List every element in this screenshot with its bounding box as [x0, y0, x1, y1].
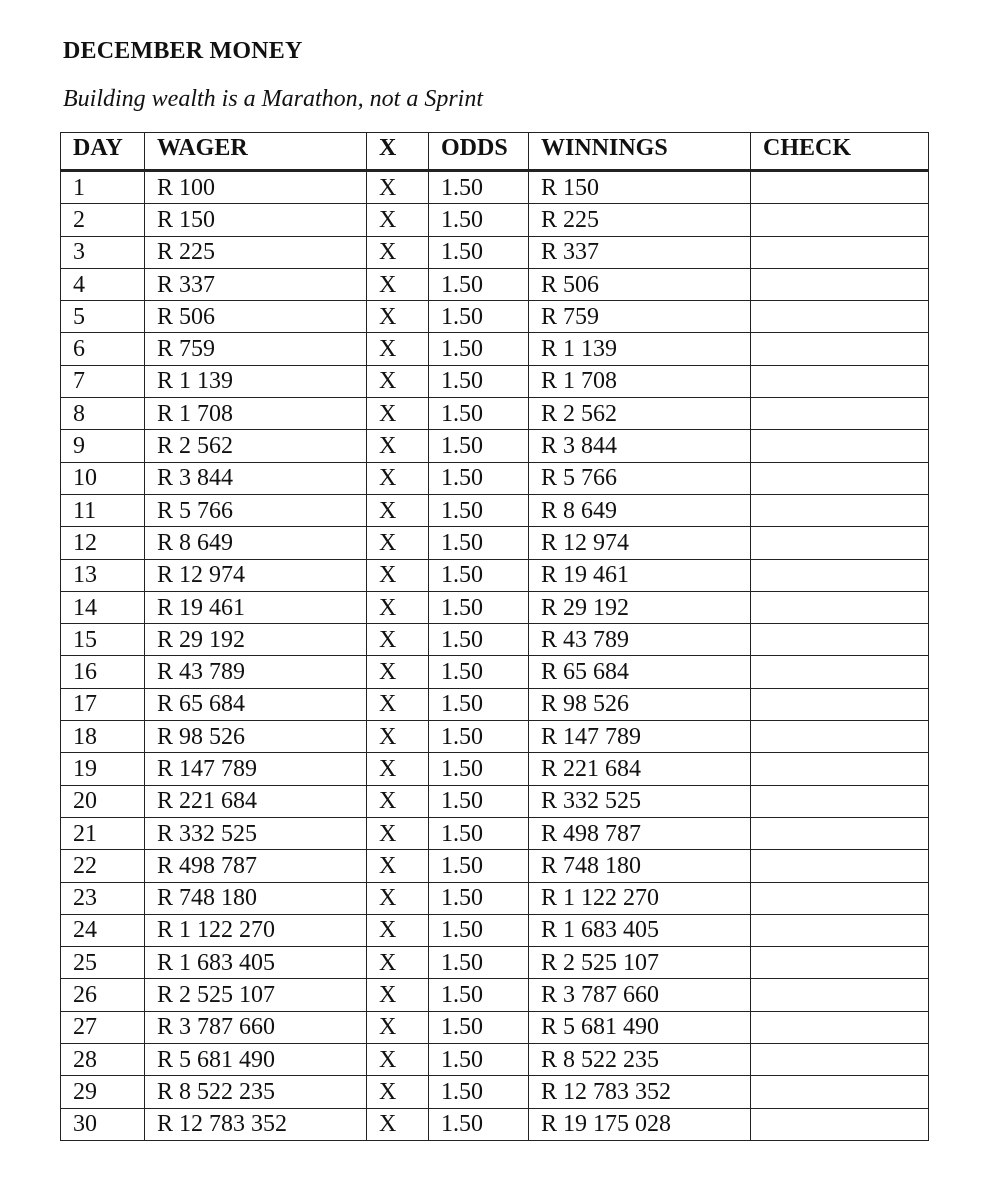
table-row: [61, 817, 929, 849]
cell-wager: R 225: [145, 236, 367, 268]
cell-check: [751, 398, 929, 430]
cell-day: 20: [61, 785, 145, 817]
table-row: [61, 947, 929, 979]
cell-multiply: X: [367, 1076, 429, 1108]
cell-wager: R 1 139: [145, 365, 367, 397]
cell-check: [751, 527, 929, 559]
cell-multiply: X: [367, 850, 429, 882]
cell-multiply: X: [367, 753, 429, 785]
cell-day: 28: [61, 1044, 145, 1076]
column-header-wager: WAGER: [145, 133, 367, 171]
cell-wager: R 5 766: [145, 494, 367, 526]
table-row: [61, 721, 929, 753]
cell-check: [751, 947, 929, 979]
cell-check: [751, 656, 929, 688]
cell-odds: 1.50: [429, 462, 529, 494]
cell-multiply: X: [367, 1011, 429, 1043]
cell-winnings: R 8 522 235: [529, 1044, 751, 1076]
cell-odds: 1.50: [429, 268, 529, 300]
cell-winnings: R 221 684: [529, 753, 751, 785]
cell-odds: 1.50: [429, 914, 529, 946]
cell-winnings: R 150: [529, 171, 751, 204]
cell-multiply: X: [367, 301, 429, 333]
table-row: [61, 656, 929, 688]
cell-winnings: R 3 844: [529, 430, 751, 462]
table-row: [61, 850, 929, 882]
cell-wager: R 12 974: [145, 559, 367, 591]
cell-day: 12: [61, 527, 145, 559]
cell-odds: 1.50: [429, 398, 529, 430]
cell-day: 3: [61, 236, 145, 268]
cell-check: [751, 1011, 929, 1043]
cell-multiply: X: [367, 494, 429, 526]
cell-multiply: X: [367, 656, 429, 688]
cell-wager: R 759: [145, 333, 367, 365]
cell-odds: 1.50: [429, 333, 529, 365]
cell-day: 21: [61, 817, 145, 849]
cell-check: [751, 979, 929, 1011]
cell-check: [751, 817, 929, 849]
table-row: [61, 398, 929, 430]
table-row: [61, 1044, 929, 1076]
cell-day: 1: [61, 171, 145, 204]
cell-odds: 1.50: [429, 721, 529, 753]
cell-odds: 1.50: [429, 494, 529, 526]
cell-day: 29: [61, 1076, 145, 1108]
cell-odds: 1.50: [429, 850, 529, 882]
cell-day: 30: [61, 1108, 145, 1140]
table-row: [61, 688, 929, 720]
cell-wager: R 8 522 235: [145, 1076, 367, 1108]
page-subtitle: Building wealth is a Marathon, not a Sprint: [63, 86, 484, 112]
cell-odds: 1.50: [429, 882, 529, 914]
cell-multiply: X: [367, 785, 429, 817]
cell-check: [751, 1076, 929, 1108]
cell-check: [751, 236, 929, 268]
cell-wager: R 98 526: [145, 721, 367, 753]
cell-check: [751, 559, 929, 591]
cell-day: 9: [61, 430, 145, 462]
column-header-x: X: [367, 133, 429, 171]
table-row: [61, 1011, 929, 1043]
cell-day: 2: [61, 204, 145, 236]
cell-multiply: X: [367, 204, 429, 236]
cell-check: [751, 753, 929, 785]
cell-wager: R 12 783 352: [145, 1108, 367, 1140]
table-row: [61, 333, 929, 365]
cell-wager: R 2 562: [145, 430, 367, 462]
cell-odds: 1.50: [429, 591, 529, 623]
cell-wager: R 506: [145, 301, 367, 333]
cell-odds: 1.50: [429, 785, 529, 817]
cell-day: 16: [61, 656, 145, 688]
cell-multiply: X: [367, 1108, 429, 1140]
cell-multiply: X: [367, 721, 429, 753]
cell-multiply: X: [367, 171, 429, 204]
cell-winnings: R 5 766: [529, 462, 751, 494]
cell-winnings: R 2 525 107: [529, 947, 751, 979]
cell-winnings: R 498 787: [529, 817, 751, 849]
cell-winnings: R 65 684: [529, 656, 751, 688]
cell-day: 6: [61, 333, 145, 365]
cell-winnings: R 337: [529, 236, 751, 268]
cell-winnings: R 147 789: [529, 721, 751, 753]
cell-check: [751, 850, 929, 882]
cell-odds: 1.50: [429, 1076, 529, 1108]
cell-wager: R 221 684: [145, 785, 367, 817]
cell-day: 7: [61, 365, 145, 397]
cell-winnings: R 5 681 490: [529, 1011, 751, 1043]
cell-multiply: X: [367, 430, 429, 462]
table-row: [61, 236, 929, 268]
cell-multiply: X: [367, 559, 429, 591]
cell-winnings: R 43 789: [529, 624, 751, 656]
table-body: [61, 171, 929, 1141]
cell-check: [751, 365, 929, 397]
cell-winnings: R 12 974: [529, 527, 751, 559]
table-row: [61, 301, 929, 333]
table-row: [61, 462, 929, 494]
table-row: [61, 365, 929, 397]
cell-winnings: R 2 562: [529, 398, 751, 430]
cell-winnings: R 748 180: [529, 850, 751, 882]
cell-wager: R 147 789: [145, 753, 367, 785]
table-header-row: [61, 133, 929, 171]
cell-winnings: R 98 526: [529, 688, 751, 720]
cell-winnings: R 225: [529, 204, 751, 236]
cell-day: 5: [61, 301, 145, 333]
cell-check: [751, 624, 929, 656]
cell-check: [751, 333, 929, 365]
cell-check: [751, 171, 929, 204]
cell-winnings: R 1 122 270: [529, 882, 751, 914]
cell-wager: R 65 684: [145, 688, 367, 720]
column-header-day: DAY: [61, 133, 145, 171]
cell-multiply: X: [367, 333, 429, 365]
table-row: [61, 624, 929, 656]
cell-wager: R 1 708: [145, 398, 367, 430]
cell-check: [751, 721, 929, 753]
cell-check: [751, 430, 929, 462]
cell-multiply: X: [367, 624, 429, 656]
cell-wager: R 100: [145, 171, 367, 204]
cell-day: 26: [61, 979, 145, 1011]
cell-wager: R 748 180: [145, 882, 367, 914]
table-row: [61, 882, 929, 914]
cell-odds: 1.50: [429, 204, 529, 236]
wager-table: [60, 132, 929, 1141]
cell-odds: 1.50: [429, 430, 529, 462]
table-row: [61, 204, 929, 236]
cell-wager: R 3 844: [145, 462, 367, 494]
column-header-winnings: WINNINGS: [529, 133, 751, 171]
cell-odds: 1.50: [429, 527, 529, 559]
table-row: [61, 171, 929, 204]
cell-check: [751, 494, 929, 526]
cell-odds: 1.50: [429, 1044, 529, 1076]
cell-day: 18: [61, 721, 145, 753]
cell-check: [751, 882, 929, 914]
cell-winnings: R 506: [529, 268, 751, 300]
cell-day: 27: [61, 1011, 145, 1043]
cell-check: [751, 591, 929, 623]
page-title: DECEMBER MONEY: [63, 38, 303, 64]
cell-check: [751, 914, 929, 946]
cell-winnings: R 1 708: [529, 365, 751, 397]
cell-odds: 1.50: [429, 236, 529, 268]
table-row: [61, 591, 929, 623]
cell-odds: 1.50: [429, 979, 529, 1011]
cell-odds: 1.50: [429, 817, 529, 849]
cell-check: [751, 1108, 929, 1140]
column-header-check: CHECK: [751, 133, 929, 171]
table-row: [61, 1076, 929, 1108]
cell-wager: R 19 461: [145, 591, 367, 623]
cell-multiply: X: [367, 236, 429, 268]
cell-multiply: X: [367, 398, 429, 430]
cell-wager: R 150: [145, 204, 367, 236]
cell-odds: 1.50: [429, 656, 529, 688]
table-row: [61, 753, 929, 785]
cell-day: 19: [61, 753, 145, 785]
cell-multiply: X: [367, 817, 429, 849]
cell-wager: R 498 787: [145, 850, 367, 882]
cell-multiply: X: [367, 462, 429, 494]
cell-wager: R 337: [145, 268, 367, 300]
cell-check: [751, 688, 929, 720]
cell-wager: R 332 525: [145, 817, 367, 849]
cell-day: 4: [61, 268, 145, 300]
cell-winnings: R 759: [529, 301, 751, 333]
cell-winnings: R 12 783 352: [529, 1076, 751, 1108]
cell-odds: 1.50: [429, 624, 529, 656]
table-row: [61, 979, 929, 1011]
cell-multiply: X: [367, 591, 429, 623]
cell-multiply: X: [367, 688, 429, 720]
cell-odds: 1.50: [429, 1011, 529, 1043]
cell-day: 14: [61, 591, 145, 623]
cell-multiply: X: [367, 947, 429, 979]
table-row: [61, 494, 929, 526]
cell-day: 25: [61, 947, 145, 979]
cell-check: [751, 268, 929, 300]
cell-odds: 1.50: [429, 171, 529, 204]
cell-winnings: R 19 461: [529, 559, 751, 591]
cell-check: [751, 785, 929, 817]
cell-day: 10: [61, 462, 145, 494]
cell-multiply: X: [367, 979, 429, 1011]
cell-odds: 1.50: [429, 688, 529, 720]
cell-multiply: X: [367, 1044, 429, 1076]
cell-wager: R 8 649: [145, 527, 367, 559]
table-row: [61, 914, 929, 946]
table-row: [61, 430, 929, 462]
cell-multiply: X: [367, 365, 429, 397]
cell-odds: 1.50: [429, 947, 529, 979]
table-row: [61, 527, 929, 559]
cell-check: [751, 204, 929, 236]
cell-wager: R 5 681 490: [145, 1044, 367, 1076]
cell-check: [751, 1044, 929, 1076]
cell-day: 13: [61, 559, 145, 591]
table-row: [61, 268, 929, 300]
cell-odds: 1.50: [429, 753, 529, 785]
cell-check: [751, 462, 929, 494]
cell-day: 17: [61, 688, 145, 720]
cell-multiply: X: [367, 527, 429, 559]
cell-winnings: R 3 787 660: [529, 979, 751, 1011]
cell-wager: R 29 192: [145, 624, 367, 656]
cell-day: 24: [61, 914, 145, 946]
cell-day: 11: [61, 494, 145, 526]
column-header-odds: ODDS: [429, 133, 529, 171]
cell-winnings: R 19 175 028: [529, 1108, 751, 1140]
cell-winnings: R 8 649: [529, 494, 751, 526]
cell-winnings: R 1 683 405: [529, 914, 751, 946]
cell-wager: R 1 683 405: [145, 947, 367, 979]
cell-wager: R 43 789: [145, 656, 367, 688]
cell-odds: 1.50: [429, 1108, 529, 1140]
cell-odds: 1.50: [429, 365, 529, 397]
cell-multiply: X: [367, 914, 429, 946]
cell-wager: R 3 787 660: [145, 1011, 367, 1043]
cell-wager: R 1 122 270: [145, 914, 367, 946]
cell-winnings: R 29 192: [529, 591, 751, 623]
cell-day: 15: [61, 624, 145, 656]
cell-multiply: X: [367, 882, 429, 914]
table-row: [61, 1108, 929, 1140]
cell-multiply: X: [367, 268, 429, 300]
cell-check: [751, 301, 929, 333]
cell-winnings: R 332 525: [529, 785, 751, 817]
cell-winnings: R 1 139: [529, 333, 751, 365]
cell-day: 23: [61, 882, 145, 914]
table-row: [61, 559, 929, 591]
cell-wager: R 2 525 107: [145, 979, 367, 1011]
cell-day: 22: [61, 850, 145, 882]
cell-odds: 1.50: [429, 559, 529, 591]
cell-odds: 1.50: [429, 301, 529, 333]
table-row: [61, 785, 929, 817]
cell-day: 8: [61, 398, 145, 430]
